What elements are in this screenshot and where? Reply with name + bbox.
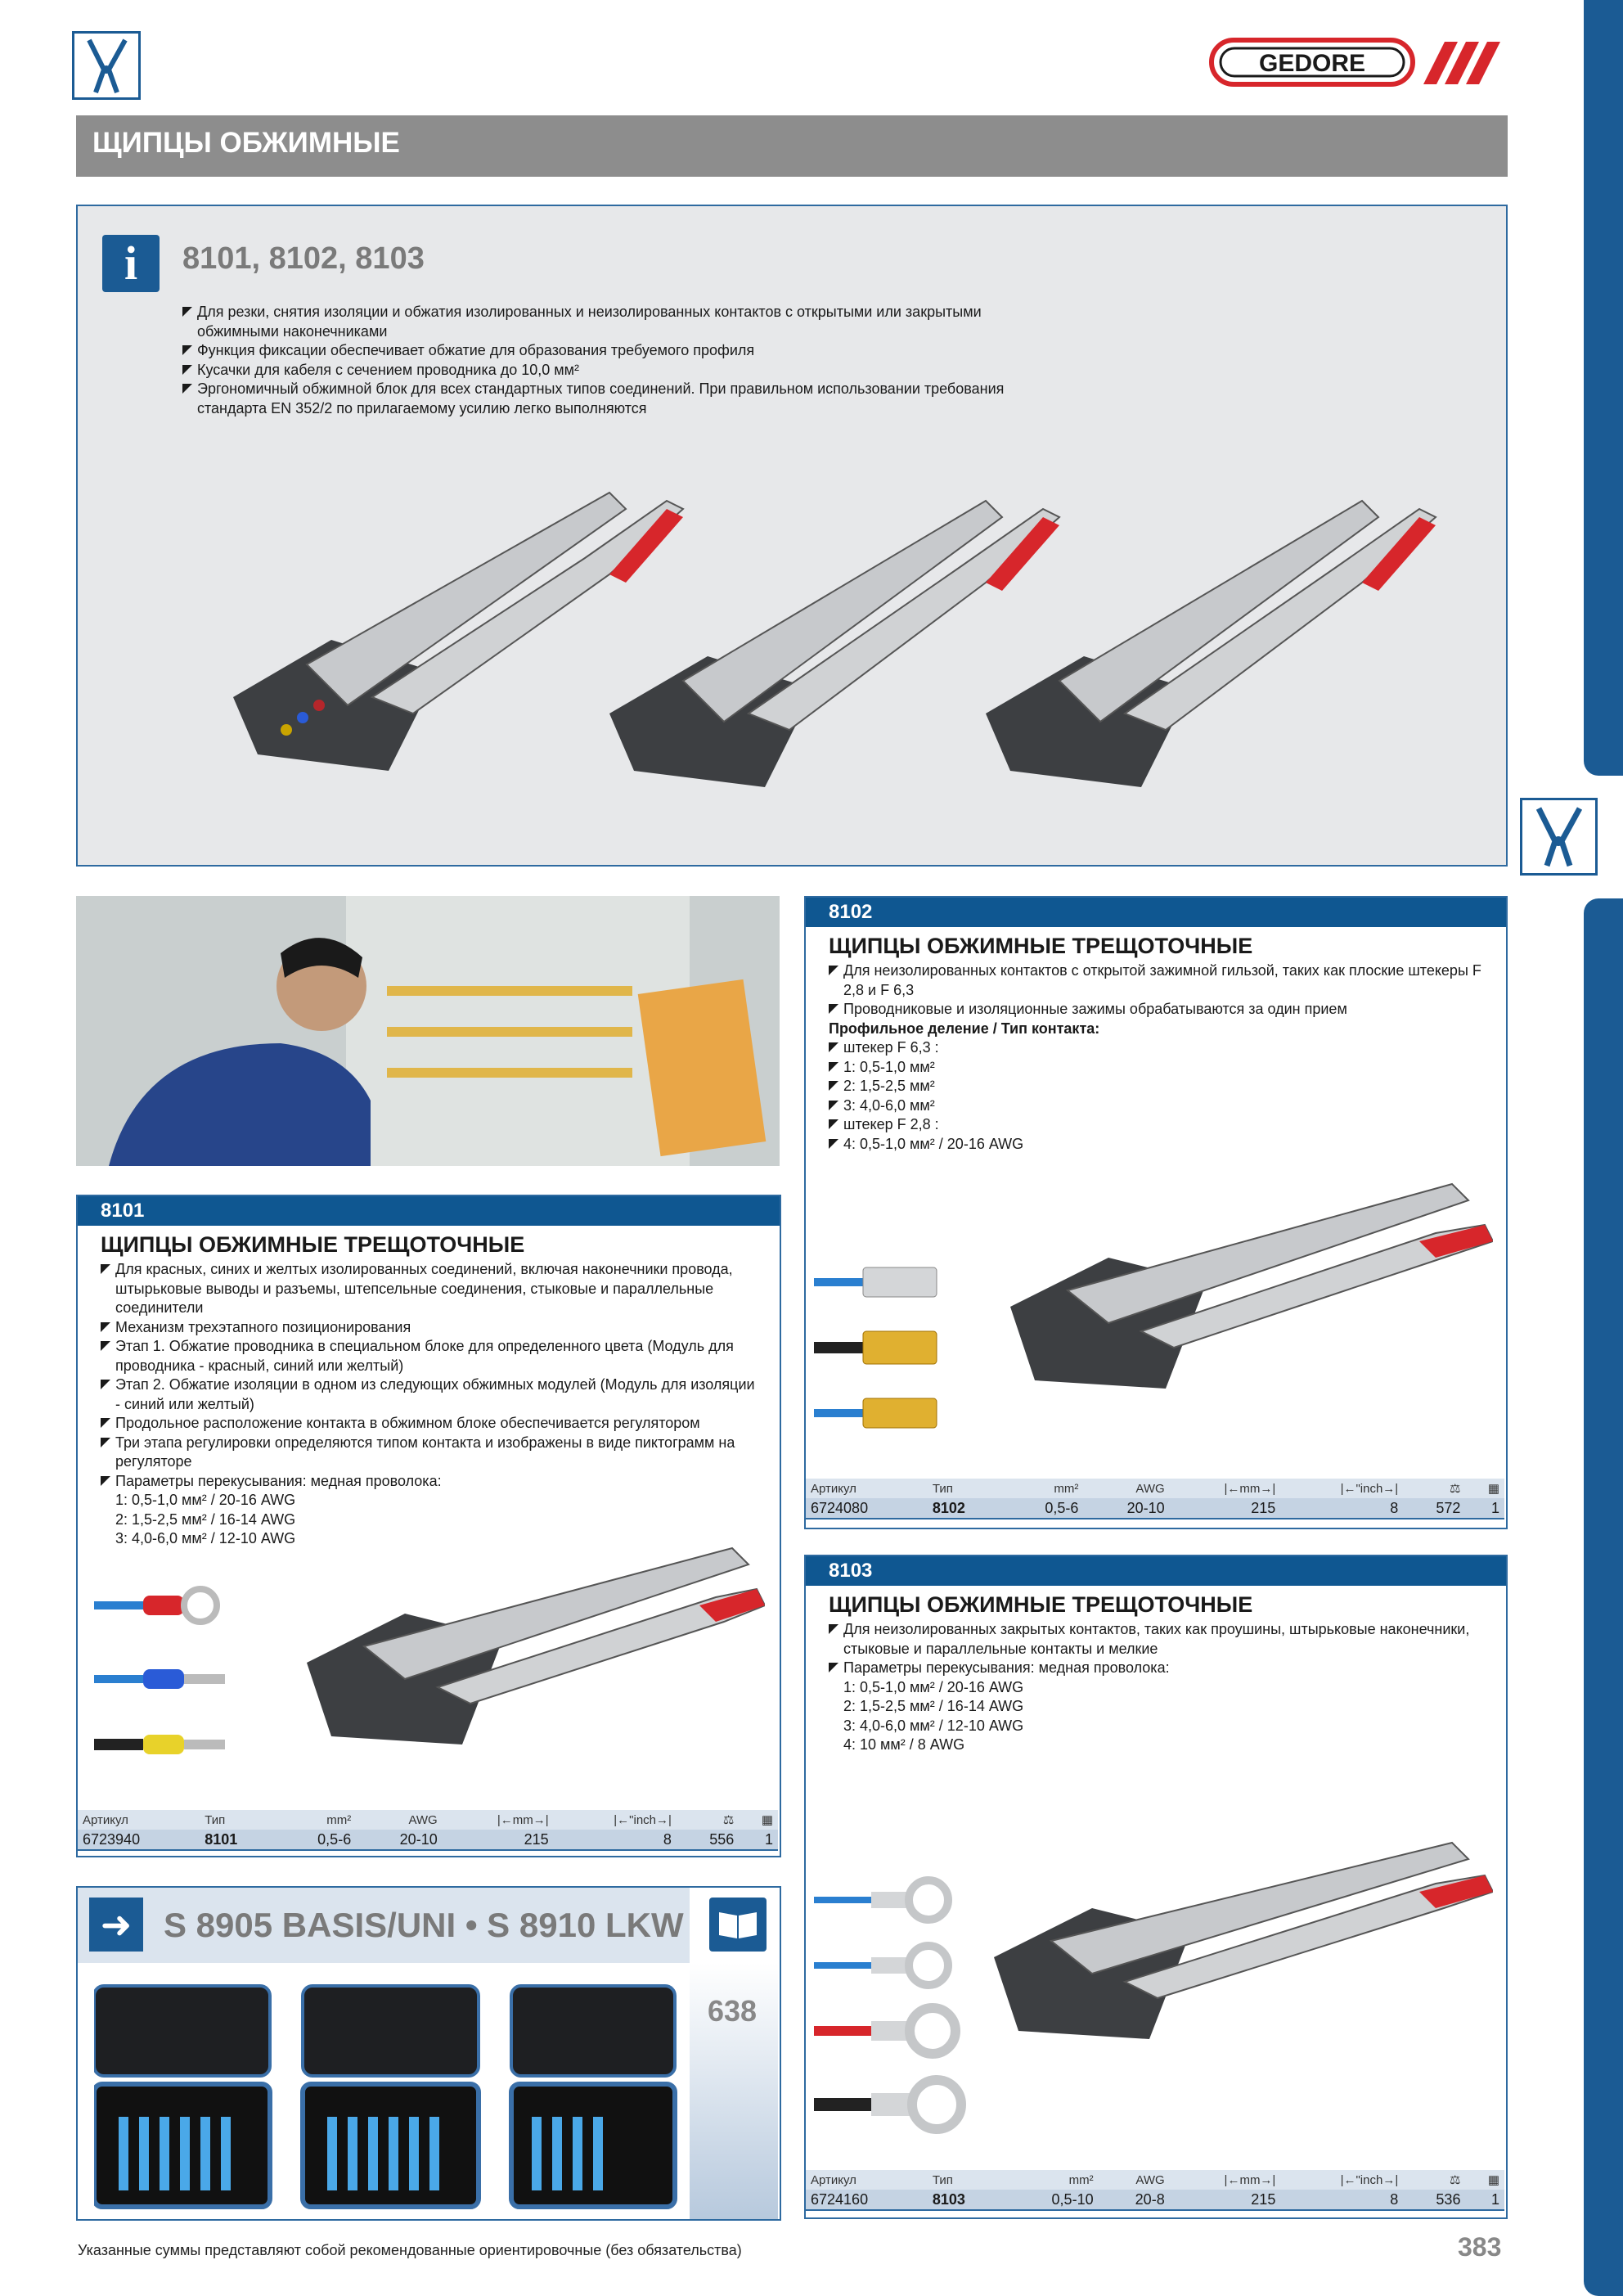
cell-weight: 556 xyxy=(677,1830,739,1850)
product-8103-param: 1: 0,5-1,0 мм² / 20-16 AWG xyxy=(843,1678,1024,1695)
product-8102-profile-item: 4: 0,5-1,0 мм² / 20-16 AWG xyxy=(829,1135,1483,1155)
info-icon: i xyxy=(102,235,160,292)
cell-length-mm: 215 xyxy=(443,1830,554,1850)
table-row xyxy=(806,1498,1504,1519)
footer-note: Указанные суммы представляют собой рекомендованные ориентировочные (без обязательства) xyxy=(78,2242,742,2258)
product-8102-profile-label: Профильное деление / Тип контакта: xyxy=(829,1020,1100,1037)
cell-weight: 572 xyxy=(1403,1498,1465,1519)
product-8103-bullet: Параметры перекусывания: медная проволока: xyxy=(829,1659,1483,1678)
cell-weight: 536 xyxy=(1403,2190,1465,2210)
chapter-pliers-icon[interactable] xyxy=(1520,798,1598,876)
cell-length-mm: 215 xyxy=(1170,2190,1281,2210)
info-models: 8101, 8102, 8103 xyxy=(182,241,425,276)
product-8101-bullet: Этап 2. Обжатие изоляции в одном из следующих обжимных модулей (Модуль для изоляции - синий или желтый) xyxy=(101,1375,763,1414)
page-number: 383 xyxy=(1458,2232,1502,2262)
cell-qty: 1 xyxy=(1465,2190,1504,2210)
page-title: ЩИПЦЫ ОБЖИМНЫЕ xyxy=(92,127,400,159)
product-8101-title: ЩИПЦЫ ОБЖИМНЫЕ ТРЕЩОТОЧНЫЕ xyxy=(101,1232,525,1257)
product-8101-param: 2: 1,5-2,5 мм² / 16-14 AWG xyxy=(115,1510,296,1528)
product-8102-panel xyxy=(804,896,1508,1529)
cell-awg: 20-10 xyxy=(1083,1498,1169,1519)
info-bullet: Для резки, снятия изоляции и обжатия изолированных и неизолированных контактов с открытыми или закрытыми обжимными наконечниками xyxy=(182,303,1050,341)
col-awg: AWG xyxy=(1099,2170,1170,2190)
product-8101-image xyxy=(94,1540,765,1777)
col-qty: ▦ xyxy=(1465,1479,1504,1498)
product-8102-image xyxy=(814,1168,1493,1438)
col-length-inch: |←"inch→| xyxy=(1280,1479,1403,1498)
col-length-mm: |←mm→| xyxy=(443,1810,554,1830)
product-8101-bullets xyxy=(101,1260,763,1549)
col-qty: ▦ xyxy=(739,1810,778,1830)
technician-photo xyxy=(76,896,780,1166)
tool-case-lkw xyxy=(511,1986,675,2207)
col-type: Тип xyxy=(928,2170,1005,2190)
pliers-8103-image xyxy=(986,501,1436,787)
cell-type: 8103 xyxy=(928,2190,1005,2210)
product-8102-bullet: Проводниковые и изоляционные зажимы обрабатываются за один прием xyxy=(829,1000,1483,1020)
info-panel xyxy=(76,205,1508,867)
col-mm2: mm² xyxy=(1005,1479,1083,1498)
product-8101-bullet: Продольное расположение контакта в обжимном блоке обеспечивается регулятором xyxy=(101,1414,763,1434)
cell-type: 8101 xyxy=(200,1830,277,1850)
product-8102-code: 8102 xyxy=(806,898,1506,927)
col-length-inch: |←"inch→| xyxy=(554,1810,677,1830)
product-8102-profile-item: 1: 0,5-1,0 мм² xyxy=(829,1058,1483,1078)
page-title-banner xyxy=(76,115,1508,177)
product-8102-title: ЩИПЦЫ ОБЖИМНЫЕ ТРЕЩОТОЧНЫЕ xyxy=(829,934,1253,958)
tool-case-uni xyxy=(303,1986,479,2207)
col-length-inch: |←"inch→| xyxy=(1280,2170,1403,2190)
cell-mm2: 0,5-10 xyxy=(1005,2190,1098,2210)
cell-length-mm: 215 xyxy=(1170,1498,1281,1519)
col-length-mm: |←mm→| xyxy=(1170,2170,1281,2190)
crossref-title[interactable]: S 8905 BASIS/UNI • S 8910 LKW xyxy=(164,1906,684,1944)
cell-mm2: 0,5-6 xyxy=(1005,1498,1083,1519)
col-mm2: mm² xyxy=(277,1810,356,1830)
terminal-connectors-image xyxy=(94,1589,225,1754)
product-8103-bullets xyxy=(829,1620,1483,1755)
product-8103-bullet: Для неизолированных закрытых контактов, таких как проушины, штырьковые наконечники, стыковые и параллельные контакты и мелкие xyxy=(829,1620,1483,1659)
product-8102-profile-item: штекер F 2,8 : xyxy=(829,1115,1483,1135)
info-bullet: Кусачки для кабеля с сечением проводника до 10,0 мм² xyxy=(182,361,1050,380)
product-8101-code: 8101 xyxy=(78,1196,780,1226)
product-8102-bullets xyxy=(829,961,1483,1154)
chapter-tab-lower[interactable] xyxy=(1584,898,1623,2296)
col-weight: ⚖ xyxy=(1403,1479,1465,1498)
product-8101-param: 1: 0,5-1,0 мм² / 20-16 AWG xyxy=(115,1492,296,1508)
product-8103-spec-table xyxy=(806,2170,1504,2211)
svg-text:GEDORE: GEDORE xyxy=(1258,50,1366,77)
col-article: Артикул xyxy=(78,1810,200,1830)
product-8101-bullet: Механизм трехэтапного позиционирования xyxy=(101,1318,763,1338)
product-8103-param: 3: 4,0-6,0 мм² / 12-10 AWG xyxy=(843,1717,1024,1734)
product-8102-bullet: Для неизолированных контактов с открытой зажимной гильзой, таких как плоские штекеры F 2,8 и F 6,3 xyxy=(829,961,1483,1000)
col-mm2: mm² xyxy=(1005,2170,1098,2190)
col-type: Тип xyxy=(200,1810,277,1830)
product-8103-image xyxy=(814,1835,1493,2154)
pliers-category-icon xyxy=(72,31,141,100)
tool-case-basis xyxy=(94,1986,270,2207)
cell-article: 6723940 xyxy=(78,1830,200,1850)
table-row xyxy=(78,1830,778,1850)
product-8102-profile-item: 2: 1,5-2,5 мм² xyxy=(829,1077,1483,1096)
cell-awg: 20-8 xyxy=(1099,2190,1170,2210)
pliers-8102-image xyxy=(609,501,1059,787)
product-8103-code: 8103 xyxy=(806,1556,1506,1586)
info-bullet: Функция фиксации обеспечивает обжатие для образования требуемого профиля xyxy=(182,341,1050,361)
ring-terminals-image xyxy=(814,1880,961,2129)
product-8102-profile-item: 3: 4,0-6,0 мм² xyxy=(829,1096,1483,1116)
cell-article: 6724080 xyxy=(806,1498,928,1519)
crossref-page-number[interactable]: 638 xyxy=(708,1994,758,2028)
crossref-panel[interactable] xyxy=(76,1886,781,2221)
gedore-logo xyxy=(1209,38,1504,88)
cell-qty: 1 xyxy=(739,1830,778,1850)
cell-length-inch: 8 xyxy=(1280,1498,1403,1519)
product-8103-param: 2: 1,5-2,5 мм² / 16-14 AWG xyxy=(843,1698,1024,1714)
product-8101-bullet: Три этапа регулировки определяются типом контакта и изображены в виде пиктограмм на регуляторе xyxy=(101,1434,763,1472)
tool-case-sets-image xyxy=(94,1970,683,2215)
product-8102-spec-table xyxy=(806,1479,1504,1519)
cell-length-inch: 8 xyxy=(1280,2190,1403,2210)
info-bullet: Эргономичный обжимной блок для всех стандартных типов соединений. При правильном использовании требования стандарта EN 352/2 по прилагаемому усилию легко выполняются xyxy=(182,380,1050,418)
flat-plug-connectors-image xyxy=(814,1267,937,1428)
catalog-book-icon[interactable] xyxy=(709,1898,767,1952)
cell-mm2: 0,5-6 xyxy=(277,1830,356,1850)
product-8101-bullet: Параметры перекусывания: медная проволока: xyxy=(101,1472,763,1492)
cell-article: 6724160 xyxy=(806,2190,928,2210)
cell-qty: 1 xyxy=(1465,1498,1504,1519)
product-8101-bullet: Этап 1. Обжатие проводника в специальном блоке для определенного цвета (Модуль для проводника - красный, синий или желтый) xyxy=(101,1337,763,1375)
pliers-8101-image xyxy=(233,493,683,771)
col-awg: AWG xyxy=(1083,1479,1169,1498)
col-type: Тип xyxy=(928,1479,1005,1498)
col-length-mm: |←mm→| xyxy=(1170,1479,1281,1498)
product-8103-param: 4: 10 мм² / 8 AWG xyxy=(843,1736,965,1753)
cell-length-inch: 8 xyxy=(554,1830,677,1850)
product-8103-panel xyxy=(804,1555,1508,2219)
col-awg: AWG xyxy=(356,1810,443,1830)
cell-awg: 20-10 xyxy=(356,1830,443,1850)
col-article: Артикул xyxy=(806,2170,928,2190)
col-weight: ⚖ xyxy=(1403,2170,1465,2190)
product-8101-bullet: Для красных, синих и желтых изолированных соединений, включая наконечники провода, штырьковые выводы и разъемы, штепсельные соединения, стыковые и параллельные соединители xyxy=(101,1260,763,1318)
crossref-arrow-icon: ➜ xyxy=(89,1898,143,1952)
product-8101-panel xyxy=(76,1195,781,1857)
product-8101-param: 3: 4,0-6,0 мм² / 12-10 AWG xyxy=(115,1530,296,1546)
col-qty: ▦ xyxy=(1465,2170,1504,2190)
col-article: Артикул xyxy=(806,1479,928,1498)
crimping-pliers-product-image xyxy=(225,460,1452,804)
product-8102-profile-item: штекер F 6,3 : xyxy=(829,1038,1483,1058)
col-weight: ⚖ xyxy=(677,1810,739,1830)
product-8101-spec-table xyxy=(78,1810,778,1851)
chapter-tab-upper[interactable] xyxy=(1584,0,1623,776)
product-8103-title: ЩИПЦЫ ОБЖИМНЫЕ ТРЕЩОТОЧНЫЕ xyxy=(829,1592,1253,1617)
cell-type: 8102 xyxy=(928,1498,1005,1519)
info-bullets xyxy=(182,303,1050,418)
table-row xyxy=(806,2190,1504,2210)
